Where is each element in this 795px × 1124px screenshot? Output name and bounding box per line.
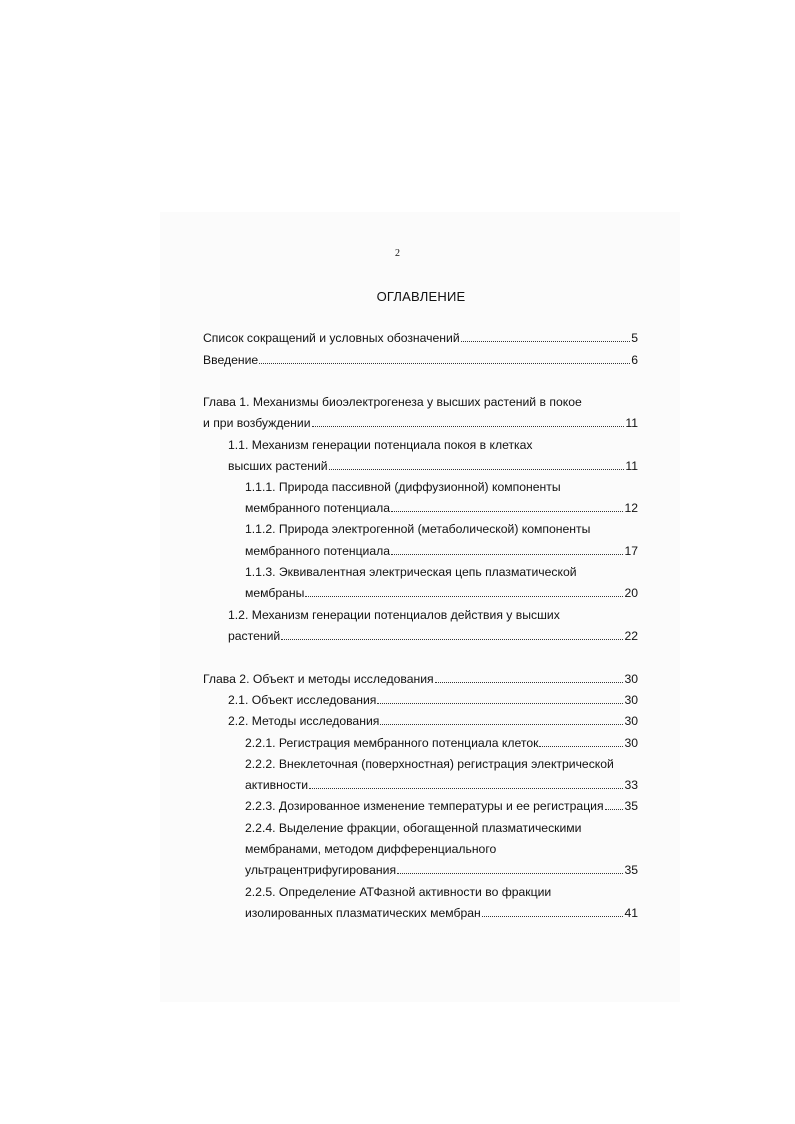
toc-entry-page: 33 bbox=[624, 778, 638, 792]
toc-entry-text: 2.2.3. Дозированное изменение температуры и ее регистрация bbox=[245, 799, 604, 813]
toc-entry-continuation bbox=[245, 820, 582, 836]
toc-entry-page: 11 bbox=[625, 459, 638, 473]
toc-leader-dots bbox=[482, 916, 624, 917]
toc-entry[interactable] bbox=[245, 543, 638, 559]
toc-entry-continuation bbox=[228, 607, 560, 623]
toc-leader-dots bbox=[435, 682, 624, 683]
toc-entry[interactable] bbox=[203, 352, 638, 368]
toc-entry-text: Глава 2. Объект и методы исследования bbox=[203, 672, 434, 686]
toc-entry-text: 1.1.1. Природа пассивной (диффузионной) компоненты bbox=[245, 480, 561, 494]
toc-entry[interactable] bbox=[203, 415, 638, 431]
toc-leader-dots bbox=[281, 639, 623, 640]
toc-entry-text: ультрацентрифугирования bbox=[245, 863, 397, 877]
toc-entry-page: 17 bbox=[624, 544, 638, 558]
toc-entry-text: Список сокращений и условных обозначений bbox=[203, 331, 460, 345]
toc-entry-page: 11 bbox=[625, 416, 638, 430]
toc-entry-text: 1.1.2. Природа электрогенной (метаболической) компоненты bbox=[245, 522, 591, 536]
toc-leader-dots bbox=[329, 469, 625, 470]
toc-entry-text: 1.2. Механизм генерации потенциалов действия у высших bbox=[228, 608, 560, 622]
toc-entry-text: и при возбуждении bbox=[203, 416, 311, 430]
toc-entry-continuation bbox=[228, 437, 533, 453]
toc-leader-dots bbox=[391, 554, 623, 555]
toc-entry[interactable] bbox=[228, 628, 638, 644]
toc-entry-text: 2.2.2. Внеклеточная (поверхностная) регистрация электрической bbox=[245, 757, 614, 771]
toc-entry[interactable] bbox=[228, 713, 638, 729]
toc-entry-text: высших растений bbox=[228, 459, 328, 473]
toc-entry-page: 35 bbox=[624, 799, 638, 813]
toc-entry-page: 6 bbox=[631, 353, 638, 367]
toc-entry[interactable] bbox=[228, 458, 638, 474]
toc-entry-page: 12 bbox=[624, 501, 638, 515]
toc-leader-dots bbox=[539, 746, 623, 747]
toc-entry-text: Глава 1. Механизмы биоэлектрогенеза у высших растений в покое bbox=[203, 395, 582, 409]
toc-leader-dots bbox=[309, 788, 623, 789]
toc-entry-text: 2.1. Объект исследования bbox=[228, 693, 377, 707]
toc-entry[interactable] bbox=[245, 798, 638, 814]
toc-entry-text: 2.2. Методы исследования bbox=[228, 714, 380, 728]
toc-entry-text: активности bbox=[245, 778, 309, 792]
toc-entry-page: 20 bbox=[624, 586, 638, 600]
toc-title: ОГЛАВЛЕНИЕ bbox=[376, 289, 466, 304]
toc-entry[interactable] bbox=[245, 500, 638, 516]
toc-entry-text: мембраны bbox=[245, 586, 305, 600]
toc-leader-dots bbox=[259, 363, 630, 364]
toc-leader-dots bbox=[305, 596, 623, 597]
toc-entry-text: 1.1.3. Эквивалентная электрическая цепь плазматической bbox=[245, 565, 577, 579]
toc-entry[interactable] bbox=[245, 735, 638, 751]
toc-entry-text: 1.1. Механизм генерации потенциала покоя в клетках bbox=[228, 438, 533, 452]
toc-entry-text: 2.2.4. Выделение фракции, обогащенной плазматическими bbox=[245, 821, 582, 835]
toc-entry-text: Введение bbox=[203, 353, 259, 367]
toc-entry-page: 35 bbox=[624, 863, 638, 877]
toc-entry-text: 2.2.5. Определение АТФазной активности во фракции bbox=[245, 885, 552, 899]
toc-entry-text: изолированных плазматических мембран bbox=[245, 906, 481, 920]
toc-entry-page: 30 bbox=[624, 672, 638, 686]
toc-entry-continuation bbox=[245, 564, 577, 580]
toc-leader-dots bbox=[605, 809, 624, 810]
toc-entry-continuation bbox=[245, 756, 614, 772]
toc-entry-continuation bbox=[245, 884, 551, 900]
toc-entry-text: мембранами, методом дифференциального bbox=[245, 842, 497, 856]
toc-entry[interactable] bbox=[245, 905, 638, 921]
toc-entry-continuation bbox=[245, 521, 590, 537]
toc-leader-dots bbox=[391, 511, 623, 512]
toc-entry-page: 41 bbox=[624, 906, 638, 920]
toc-entry-text: растений bbox=[228, 629, 281, 643]
toc-entry-page: 30 bbox=[624, 693, 638, 707]
toc-leader-dots bbox=[377, 703, 623, 704]
toc-entry-page: 30 bbox=[624, 736, 638, 750]
toc-leader-dots bbox=[312, 426, 625, 427]
toc-entry-continuation bbox=[245, 479, 561, 495]
toc-entry[interactable] bbox=[245, 777, 638, 793]
toc-entry-page: 30 bbox=[624, 714, 638, 728]
toc-entry-text: 2.2.1. Регистрация мембранного потенциала клеток bbox=[245, 736, 539, 750]
toc-entry-page: 5 bbox=[631, 331, 638, 345]
toc-entry-page: 22 bbox=[624, 629, 638, 643]
page-number: 2 bbox=[395, 248, 400, 259]
toc-leader-dots bbox=[461, 341, 631, 342]
toc-entry-continuation bbox=[245, 841, 496, 857]
toc-entry-text: мембранного потенциала bbox=[245, 501, 391, 515]
toc-entry[interactable] bbox=[203, 671, 638, 687]
toc-entry[interactable] bbox=[228, 692, 638, 708]
toc-entry[interactable] bbox=[245, 585, 638, 601]
toc-leader-dots bbox=[380, 724, 623, 725]
toc-entry[interactable] bbox=[245, 862, 638, 878]
toc-entry-continuation bbox=[203, 394, 582, 410]
toc-entry-text: мембранного потенциала bbox=[245, 544, 391, 558]
toc-leader-dots bbox=[397, 873, 623, 874]
toc-entry[interactable] bbox=[203, 330, 638, 346]
